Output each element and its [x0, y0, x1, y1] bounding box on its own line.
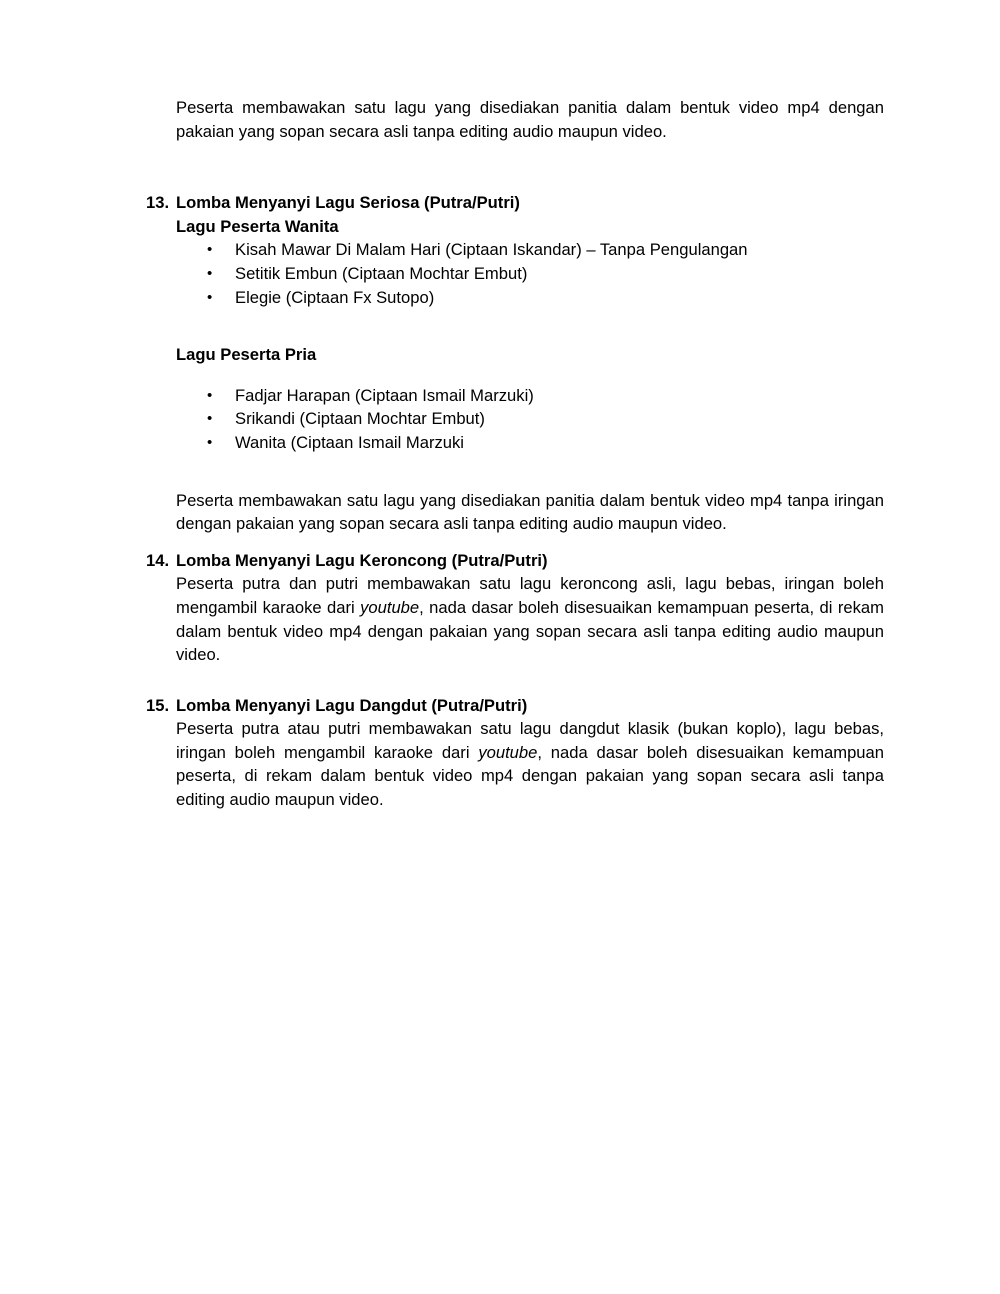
- list-item: [146, 262, 884, 286]
- wanita-song-list: [146, 238, 884, 309]
- pria-song-list: [146, 384, 884, 455]
- paragraph-italic-text: youtube: [360, 597, 420, 617]
- section-15-heading: [146, 694, 884, 718]
- paragraph-text: Peserta putra atau putri membawakan satu lagu dangdut klasik (bukan koplo), lagu bebas, iringan boleh mengambil karaoke dari: [176, 719, 884, 762]
- section-14-number: 14.: [146, 550, 170, 570]
- bullet-icon: •: [207, 433, 213, 451]
- song-title: Srikandi (Ciptaan Mochtar Embut): [235, 409, 485, 429]
- section-13-heading: [146, 191, 884, 215]
- section-14-heading: [146, 549, 884, 573]
- bullet-icon: •: [207, 410, 213, 428]
- bullet-icon: •: [207, 288, 213, 306]
- section-14-paragraph: [176, 572, 884, 666]
- bullet-icon: •: [207, 241, 213, 259]
- pria-subheading: Lagu Peserta Pria: [176, 345, 317, 365]
- paragraph-italic-text: youtube: [478, 742, 538, 762]
- list-item: [146, 407, 884, 431]
- paragraph-text: , nada dasar boleh disesuaikan kemampuan peserta, di rekam dalam bentuk video mp4 dengan pakaian yang sopan secara asli tanpa editing audio maupun video.: [176, 597, 884, 665]
- section-13: [146, 191, 884, 536]
- song-title: Wanita (Ciptaan Ismail Marzuki: [235, 432, 464, 452]
- section-15: [146, 694, 884, 812]
- list-item: [146, 384, 884, 408]
- section-13-title: Lomba Menyanyi Lagu Seriosa (Putra/Putri): [176, 193, 520, 213]
- song-title: Elegie (Ciptaan Fx Sutopo): [235, 287, 435, 307]
- section-15-paragraph: [176, 717, 884, 811]
- bullet-icon: •: [207, 386, 213, 404]
- section-13-closing-paragraph: Peserta membawakan satu lagu yang disediakan panitia dalam bentuk video mp4 tanpa iringan dengan pakaian yang sopan secara asli tanpa editing audio maupun video.: [176, 490, 884, 534]
- intro-paragraph: Peserta membawakan satu lagu yang disediakan panitia dalam bentuk video mp4 dengan pakaian yang sopan secara asli tanpa editing audio maupun video.: [176, 98, 884, 141]
- section-13-number: 13.: [146, 193, 170, 213]
- song-title: Setitik Embun (Ciptaan Mochtar Embut): [235, 263, 528, 283]
- paragraph-text: Peserta putra dan putri membawakan satu lagu keroncong asli, lagu bebas, iringan boleh mengambil karaoke dari: [176, 574, 884, 617]
- paragraph-text: , nada dasar boleh disesuaikan kemampuan peserta, di rekam dalam bentuk video mp4 dengan pakaian yang sopan secara asli tanpa editing audio maupun video.: [176, 742, 884, 810]
- section-15-number: 15.: [146, 695, 170, 715]
- section-15-title: Lomba Menyanyi Lagu Dangdut (Putra/Putri): [176, 695, 528, 715]
- list-item: [146, 431, 884, 455]
- song-title: Fadjar Harapan (Ciptaan Ismail Marzuki): [235, 385, 534, 405]
- list-item: [146, 286, 884, 310]
- section-14: [146, 549, 884, 667]
- section-14-title: Lomba Menyanyi Lagu Keroncong (Putra/Putri): [176, 550, 548, 570]
- song-title: Kisah Mawar Di Malam Hari (Ciptaan Iskandar) – Tanpa Pengulangan: [235, 240, 748, 260]
- wanita-subheading: Lagu Peserta Wanita: [176, 216, 339, 236]
- bullet-icon: •: [207, 264, 213, 282]
- list-item: [146, 238, 884, 262]
